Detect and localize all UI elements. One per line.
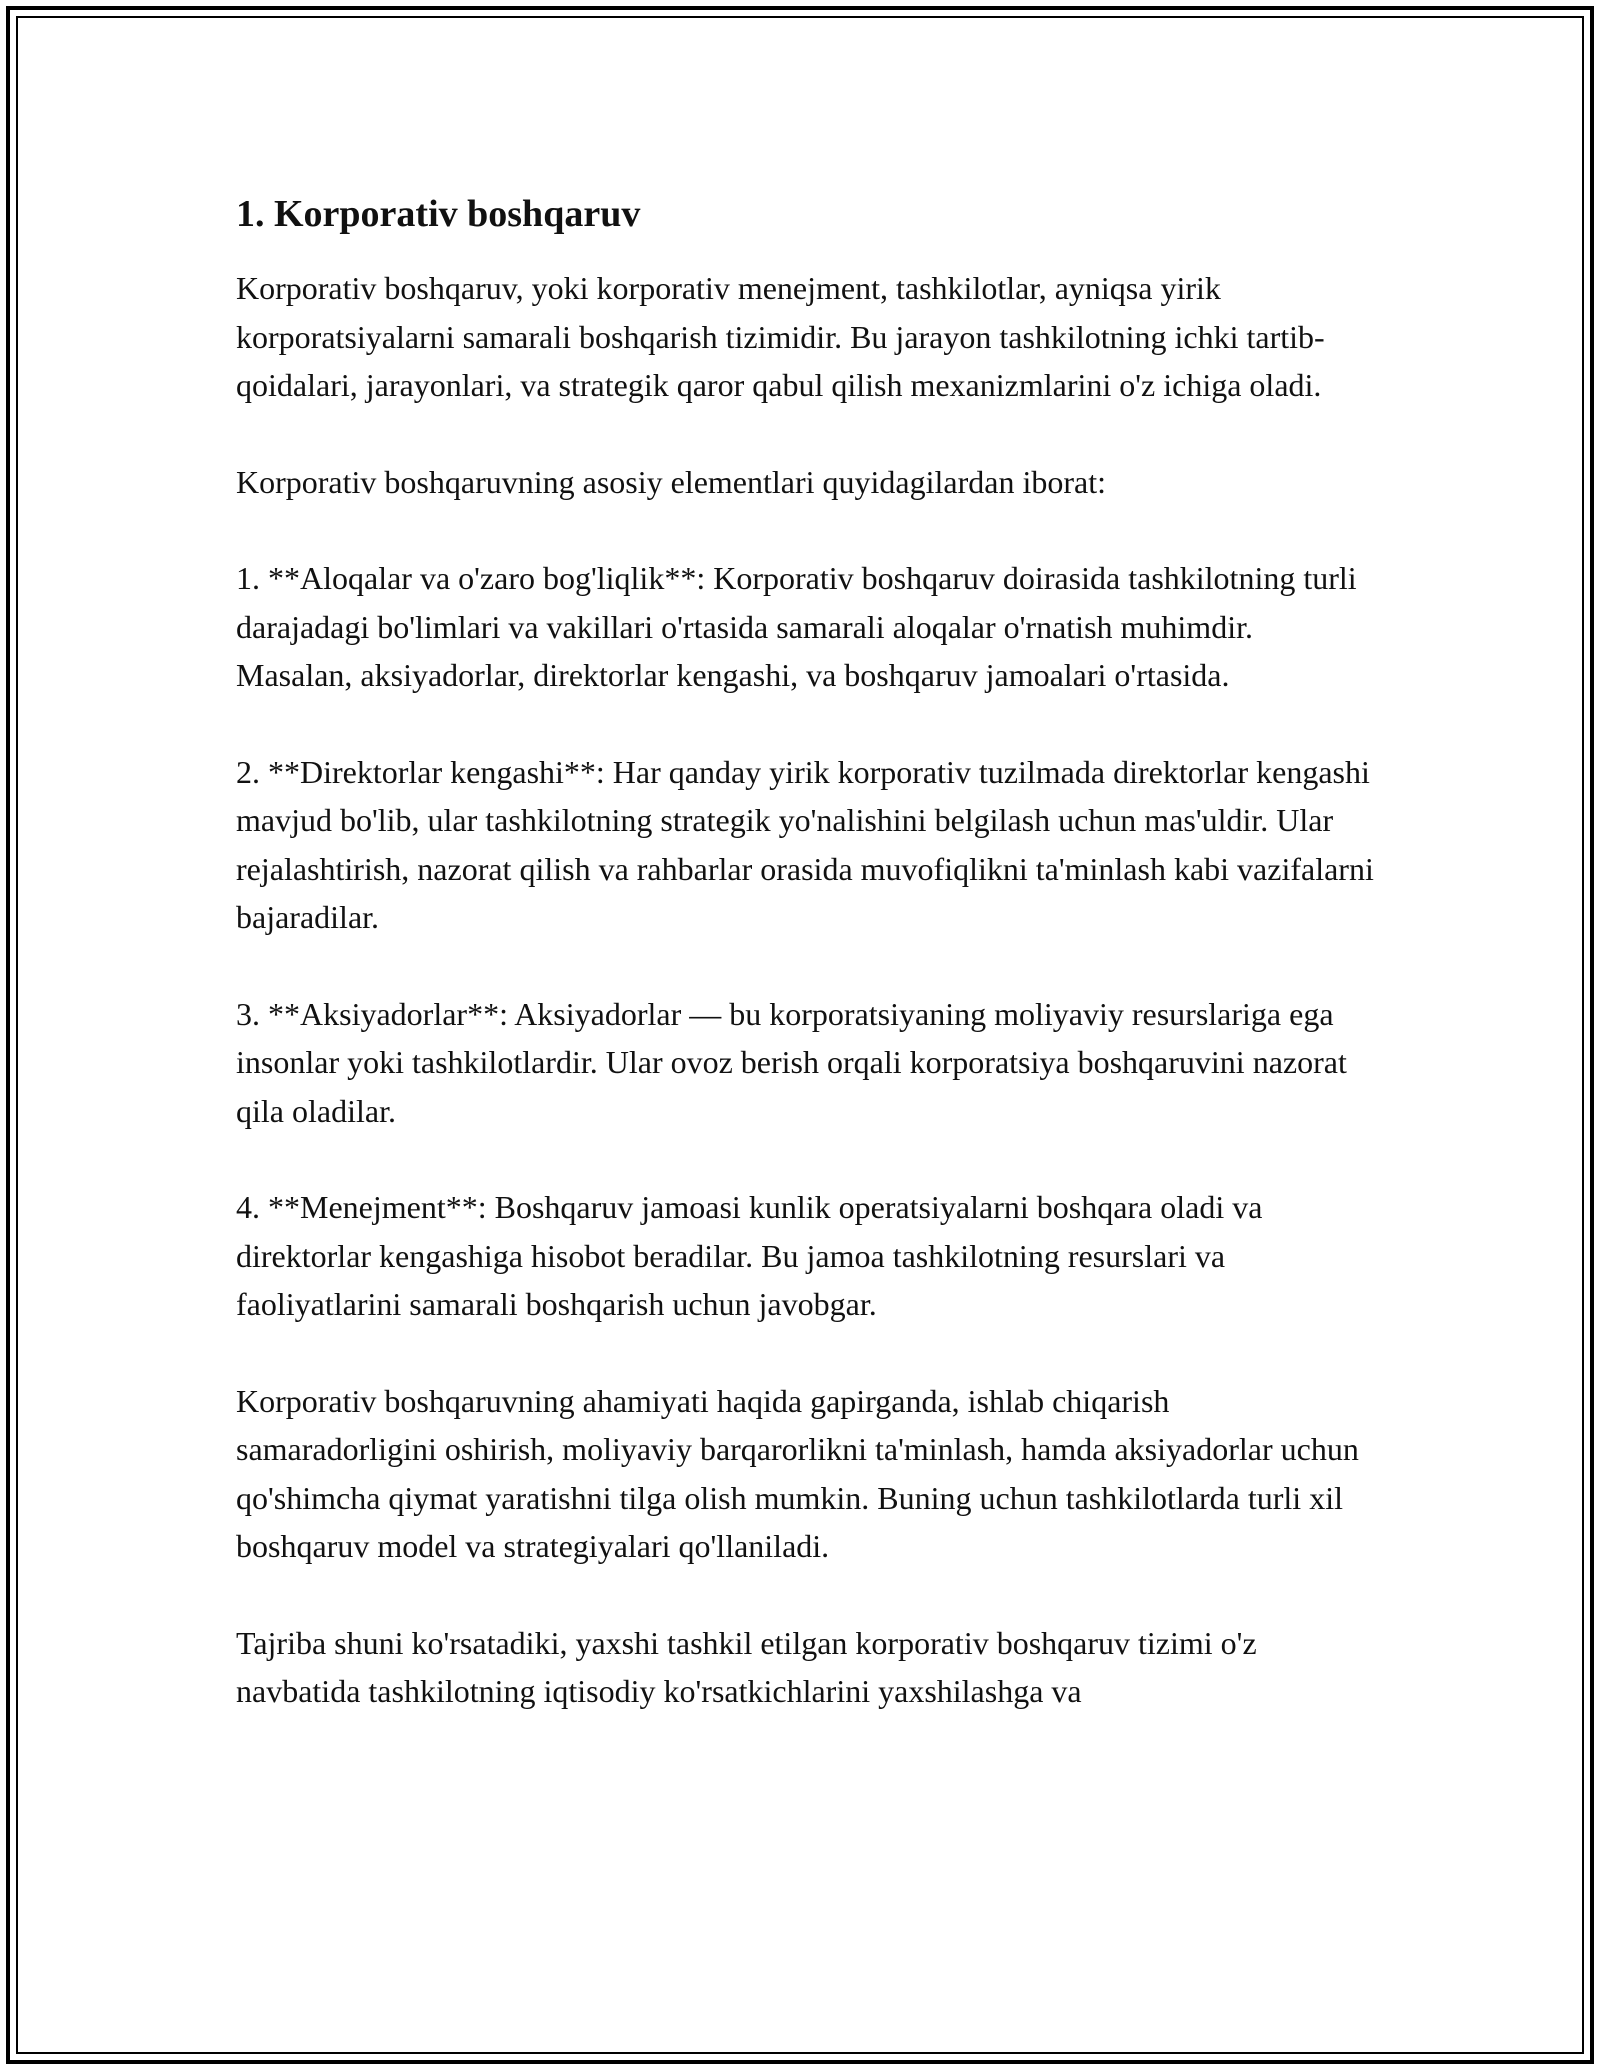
section-heading: 1. Korporativ boshqaruv <box>236 193 641 235</box>
list-item-aksiyadorlar: 3. **Aksiyadorlar**: Aksiyadorlar — bu korporatsiyaning moliyaviy resurslariga ega insonlar yoki tashkilotlardir. Ular ovoz berish orqali korporatsiya boshqaruvini nazorat qila oladilar. <box>236 995 1347 1129</box>
list-item-aloqalar: 1. **Aloqalar va o'zaro bog'liqlik**: Korporativ boshqaruv doirasida tashkilotning turli darajadagi bo'limlari va vakillari o'rtasida samarali aloqalar o'rnatish muhimdir. Masalan, aksiyadorlar, direktorlar kengashi, va boshqaruv jamoalari o'rtasida. <box>236 560 1357 693</box>
paragraph-importance: Korporativ boshqaruvning ahamiyati haqida gapirganda, ishlab chiqarish samaradorligini oshirish, moliyaviy barqarorlikni ta'minlash, hamda aksiyadorlar uchun qo'shimcha qiymat yaratishni tilga olish mumkin. Buning uchun tashkilotlarda turli xil boshqaruv model va strategiyalari qo'llaniladi. <box>236 1382 1359 1564</box>
list-item-menejment: 4. **Menejment**: Boshqaruv jamoasi kunlik operatsiyalarni boshqara oladi va direktorlar kengashiga hisobot beradilar. Bu jamoa tashkilotning resurslari va faoliyatlarini samarali boshqarish uchun javobgar. <box>236 1189 1263 1322</box>
document-body <box>236 186 1376 1716</box>
paragraph-elements-lead: Korporativ boshqaruvning asosiy elementlari quyidagilardan iborat: <box>236 463 1106 500</box>
list-item-direktorlar-kengashi: 2. **Direktorlar kengashi**: Har qanday yirik korporativ tuzilmada direktorlar kengashi mavjud bo'lib, ular tashkilotning strategik yo'nalishini belgilash uchun mas'uldir. Ular rejalashtirish, nazorat qilish va rahbarlar orasida muvofiqlikni ta'minlash kabi vazifalarni bajaradilar. <box>236 753 1374 935</box>
paragraph-experience: Tajriba shuni ko'rsatadiki, yaxshi tashkil etilgan korporativ boshqaruv tizimi o'z navbatida tashkilotning iqtisodiy ko'rsatkichlarini yaxshilashga va <box>236 1624 1257 1709</box>
paragraph-intro: Korporativ boshqaruv, yoki korporativ menejment, tashkilotlar, ayniqsa yirik korporatsiyalarni samarali boshqarish tizimidir. Bu jarayon tashkilotning ichki tartib-qoidalari, jarayonlari, va strategik qaror qabul qilish mexanizmlarini o'z ichiga oladi. <box>236 270 1325 403</box>
